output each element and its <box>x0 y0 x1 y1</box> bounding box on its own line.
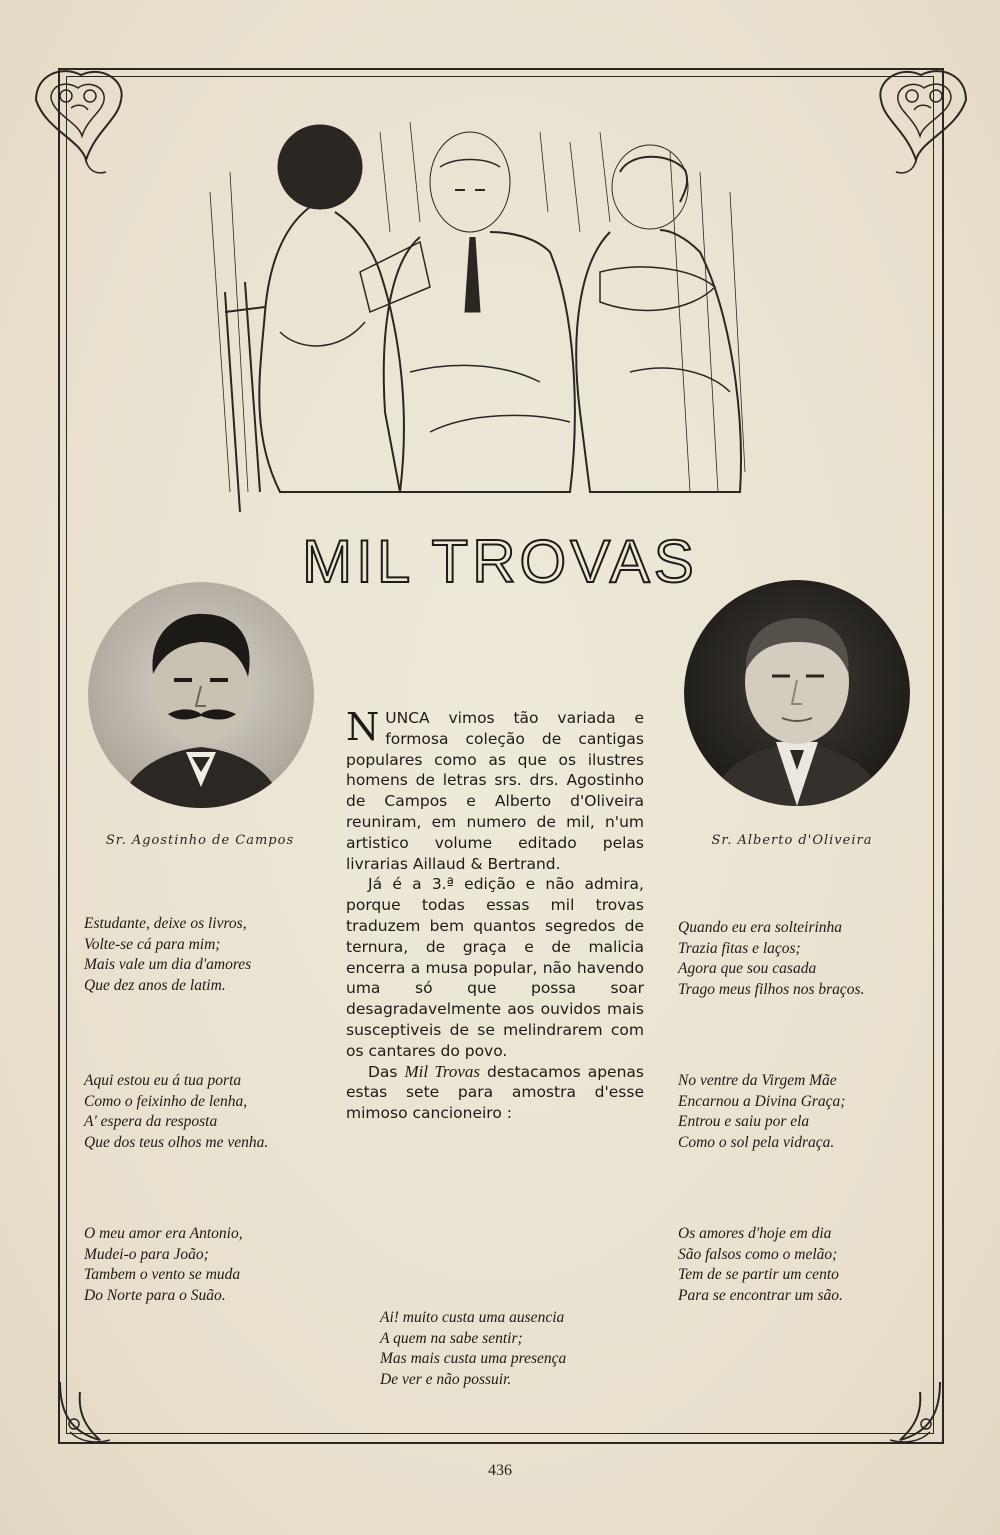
bottom-right-ornament <box>870 1372 950 1452</box>
stanza-right-2 <box>678 1071 845 1153</box>
stanza-line: Ai! muito custa uma ausencia <box>380 1309 565 1326</box>
stanza-line: Como o feixinho de lenha, <box>84 1092 248 1110</box>
top-left-ornament <box>26 60 136 180</box>
stanza-line: Como o sol pela vidraça. <box>678 1133 835 1151</box>
stanza-center <box>380 1308 566 1390</box>
stanza-line: Do Norte para o Suão. <box>84 1286 226 1304</box>
bottom-left-ornament <box>50 1372 130 1452</box>
stanza-line: Agora que sou casada <box>678 960 817 977</box>
stanza-line: Os amores d'hoje em dia <box>678 1225 832 1242</box>
caption-agostinho-de-campos: Sr. Agostinho de Campos <box>105 833 295 848</box>
portrait-alberto-doliveira <box>684 580 910 806</box>
stanza-left-1 <box>84 914 251 996</box>
drop-cap: N <box>346 705 380 749</box>
stanza-line: Trazia fitas e laços; <box>678 939 801 957</box>
stanza-line: Que dez anos de latim. <box>84 976 226 994</box>
stanza-line: Que dos teus olhos me venha. <box>84 1133 269 1151</box>
stanza-right-3 <box>678 1224 843 1306</box>
stanza-line: Mudei-o para João; <box>84 1245 209 1263</box>
page-title <box>250 520 750 610</box>
stanza-line: Aqui estou eu á tua porta <box>84 1072 242 1089</box>
paragraph-3-before: Das <box>368 1062 405 1081</box>
stanza-line: Quando eu era solteirinha <box>678 919 843 936</box>
caption-alberto-doliveira: Sr. Alberto d'Oliveira <box>711 833 873 848</box>
stanza-line: Tem de se partir um cento <box>678 1266 839 1283</box>
stanza-line: De ver e não possuir. <box>380 1370 512 1388</box>
stanza-line: Estudante, deixe os livros, <box>84 915 247 932</box>
stanza-line: São falsos como o melão; <box>678 1245 838 1263</box>
article-body <box>346 705 644 1124</box>
stanza-left-2 <box>84 1071 268 1153</box>
stanza-line: Para se encontrar um são. <box>678 1286 843 1304</box>
page-title-text: MIL TROVAS <box>302 528 698 595</box>
paragraph-3-after: destacamos apenas estas sete para amostra d'esse mimoso cancioneiro : <box>346 1062 644 1123</box>
stanza-line: Volte-se cá para mim; <box>84 935 221 953</box>
stanza-line: Mas mais custa uma presença <box>380 1350 567 1367</box>
stanza-line: A' espera da resposta <box>84 1113 218 1130</box>
stanza-line: Mais vale um dia d'amores <box>84 956 252 973</box>
lead-smallcaps: UNCA <box>385 709 430 727</box>
article-paragraph-3 <box>346 1062 644 1124</box>
stanza-line: Entrou e saiu por ela <box>678 1113 810 1130</box>
stanza-line: No ventre da Virgem Mãe <box>678 1072 837 1089</box>
stanza-right-1 <box>678 918 864 1000</box>
three-figures-illustration <box>170 112 780 522</box>
paragraph-1-text: vimos tão variada e formosa coleção de cantigas populares como as que os ilustres homens de letras srs. drs. Agostinho de Campos e Alberto d'Oliveira reuniram, em numero de mil, n'um artistico volume editado pelas livrarias Aillaud & Bertrand. <box>346 709 644 873</box>
page-number: 436 <box>488 1462 512 1479</box>
article-paragraph-2: Já é a 3.ª edição e não admira, porque todas essas mil trovas traduzem bem quantos segredos de ternura, de graça e de malicia encerra a musa popular, não havendo uma só que possa soar desagradavelmente aos ouvidos mais susceptiveis de se melindrarem com os cantares do povo. <box>346 875 644 1060</box>
article-paragraph-1 <box>346 705 644 874</box>
book-title: Mil Trovas <box>404 1061 481 1081</box>
stanza-line: Trago meus filhos nos braços. <box>678 980 865 998</box>
stanza-line: O meu amor era Antonio, <box>84 1225 243 1242</box>
stanza-line: Tambem o vento se muda <box>84 1266 241 1283</box>
stanza-left-3 <box>84 1224 243 1306</box>
portrait-agostinho-de-campos <box>88 582 314 808</box>
stanza-line: Encarnou a Divina Graça; <box>678 1092 846 1110</box>
stanza-line: A quem na sabe sentir; <box>380 1329 523 1347</box>
top-right-ornament <box>866 60 976 180</box>
